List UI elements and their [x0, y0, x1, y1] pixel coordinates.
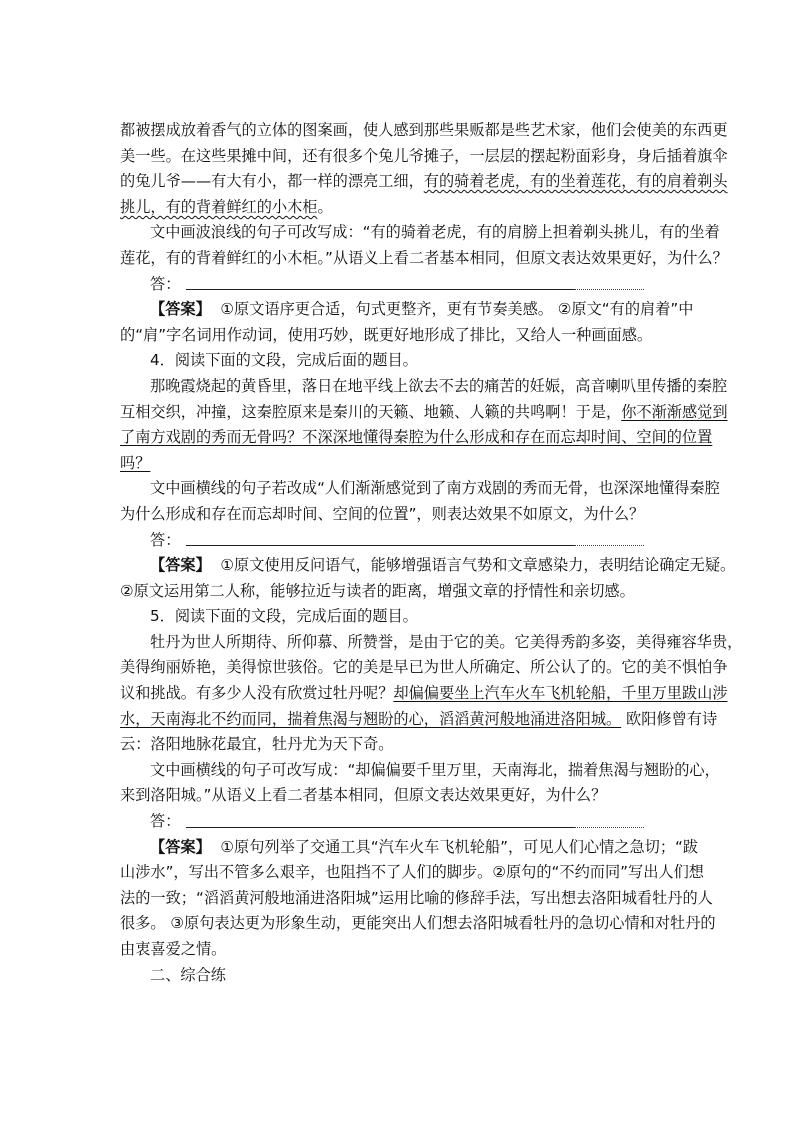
q4-heading: 4．阅读下面的文段，完成后面的题目。 — [150, 351, 418, 370]
answer-dotted-line — [574, 545, 644, 546]
answer-prompt: 答： — [150, 274, 181, 293]
answer-text: ①原句列举了交通工具“汽车火车飞机轮船”，可见人们心情之急切；“跋 — [220, 837, 699, 856]
section-heading: 二、综合练 — [150, 965, 226, 984]
q3-answer-line: 的“肩”字名词用作动词，使用巧妙，既更好地形成了排比，又给人一种画面感。 — [120, 325, 653, 344]
q5-question-line: 文中画横线的句子可改写成：“却偏偏要千里万里，天南海北，揣着焦渴与翘盼的心， — [150, 760, 720, 779]
answer-dotted-line — [574, 827, 644, 828]
q5-passage-line: 美得绚丽娇艳，美得惊世骇俗。它的美是早已为世人所确定、所公认了的。它的美不惧怕争 — [120, 658, 728, 677]
q5-answer-line: 山涉水”，写出不管多么艰辛，也阻挡不了人们的脚步。②原句的“不约而同”写出人们想 — [120, 863, 704, 882]
q5-heading: 5．阅读下面的文段，完成后面的题目。 — [150, 607, 418, 626]
q5-passage-line: 牡丹为世人所期待、所仰慕、所赞誉，是由于它的美。它美得秀韵多姿，美得雍容华贵， — [150, 632, 743, 651]
q3-answer-line — [120, 297, 694, 323]
answer-text: ①原文语序更合适，句式更整齐，更有节奏美感。 ②原文“有的肩着”中 — [220, 300, 694, 319]
q3-passage-line: 都被摆成放着香气的立体的图案画，使人感到那些果贩都是些艺术家，他们会使美的东西更 — [120, 121, 728, 139]
q4-underlined-sentence: 你不渐渐感觉到 — [621, 402, 728, 421]
q5-answer-line: 法的一致；“滔滔黄河般地涌进洛阳城”运用比喻的修辞手法，写出想去洛阳城看牡丹的人 — [120, 888, 713, 907]
q5-passage-line — [120, 707, 718, 733]
q3-passage-text: 的兔儿爷——有大有小，都一样的漂亮工细， — [120, 172, 424, 191]
q4-question-line: 为什么形成和存在而忘却时间、空间的位置”，则表达效果不如原文，为什么？ — [120, 504, 645, 523]
q4-question-line: 文中画横线的句子若改成“人们渐渐感觉到了南方戏剧的秀而无骨，也深深地懂得秦腔 — [150, 479, 720, 498]
q4-passage-line — [120, 400, 728, 426]
answer-prompt: 答： — [150, 530, 181, 549]
q5-underlined-sentence: 却偏偏要坐上汽车火车飞机轮船，千里万里跋山涉 — [393, 684, 728, 703]
q5-answer-line — [120, 835, 699, 861]
q4-passage-text: 互相交织，冲撞，这秦腔原来是秦川的天籁、地籁、人籁的共鸣啊！于是， — [120, 402, 622, 421]
q5-passage-line — [120, 681, 728, 707]
q3-wavy-sentence: 挑儿，有的背着鲜红的小木柜 — [120, 197, 318, 216]
answer-prompt: 答： — [150, 812, 181, 831]
document-page — [120, 118, 743, 988]
q4-underlined-sentence: 了南方戏剧的秀而无骨吗？不深深地懂得秦腔为什么形成和存在而忘却时间、空间的位置 — [120, 428, 713, 447]
q5-passage-text: 欧阳修曾有诗 — [626, 709, 718, 728]
q4-passage-line — [120, 425, 713, 451]
q5-passage-line: 云：洛阳地脉花最宜，牡丹尤为天下奇。 — [120, 735, 394, 754]
answer-text: ①原文使用反问语气，能够增强语言气势和文章感染力，表明结论确定无疑。 — [220, 556, 736, 575]
answer-underline — [186, 545, 574, 546]
q4-passage-line: 那晚霞烧起的黄昏里，落日在地平线上欲去不去的痛苦的妊娠，高音喇叭里传播的秦腔 — [150, 376, 728, 395]
answer-label: 【答案】 — [150, 556, 211, 575]
q4-answer-blank[interactable] — [120, 528, 680, 554]
q3-question-line: 文中画波浪线的句子可改写成：“有的骑着老虎，有的肩膀上担着剃头挑儿，有的坐着 — [150, 223, 720, 242]
answer-dotted-line — [574, 289, 644, 290]
answer-underline — [186, 289, 574, 290]
q3-wavy-sentence: 有的骑着老虎，有的坐着莲花，有的肩着剃头 — [423, 172, 728, 191]
q5-answer-line: 由衷喜爱之情。 — [120, 940, 227, 958]
q4-answer-line: ②原文运用第二人称，能够拉近与读者的距离，增强文章的抒情性和亲切感。 — [120, 581, 635, 600]
answer-label: 【答案】 — [150, 300, 211, 319]
q3-passage-line — [120, 169, 728, 195]
q5-answer-line: 很多。 ③原句表达更为形象生动，更能突出人们想去洛阳城看牡丹的急切心情和对牡丹的 — [120, 914, 716, 933]
answer-label: 【答案】 — [150, 837, 211, 856]
q5-passage-text: 议和挑战。有多少人没有欣赏过牡丹呢？ — [120, 684, 394, 703]
q5-underlined-sentence: 水，天南海北不约而同，揣着焦渴与翘盼的心，滔滔黄河般地涌进洛阳城。 — [120, 709, 622, 728]
q4-answer-line — [120, 553, 736, 579]
q3-passage-line: 美一些。在这些果摊中间，还有很多个兔儿爷摊子，一层层的摆起粉面彩身，身后插着旗伞 — [120, 146, 728, 165]
q3-answer-blank[interactable] — [120, 272, 680, 298]
q5-answer-blank[interactable] — [120, 809, 680, 835]
q3-passage-line — [120, 195, 680, 221]
q3-question-line: 莲花，有的背着鲜红的小木柜。”从语义上看二者基本相同，但原文表达效果更好，为什么？ — [120, 248, 728, 267]
q4-underlined-sentence: 吗？ — [120, 453, 151, 472]
q4-passage-line — [120, 451, 680, 477]
q5-question-line: 来到洛阳城。”从语义上看二者基本相同，但原文表达效果更好，为什么？ — [120, 786, 607, 805]
q3-passage-text: 。 — [317, 197, 333, 216]
answer-underline — [186, 827, 574, 828]
